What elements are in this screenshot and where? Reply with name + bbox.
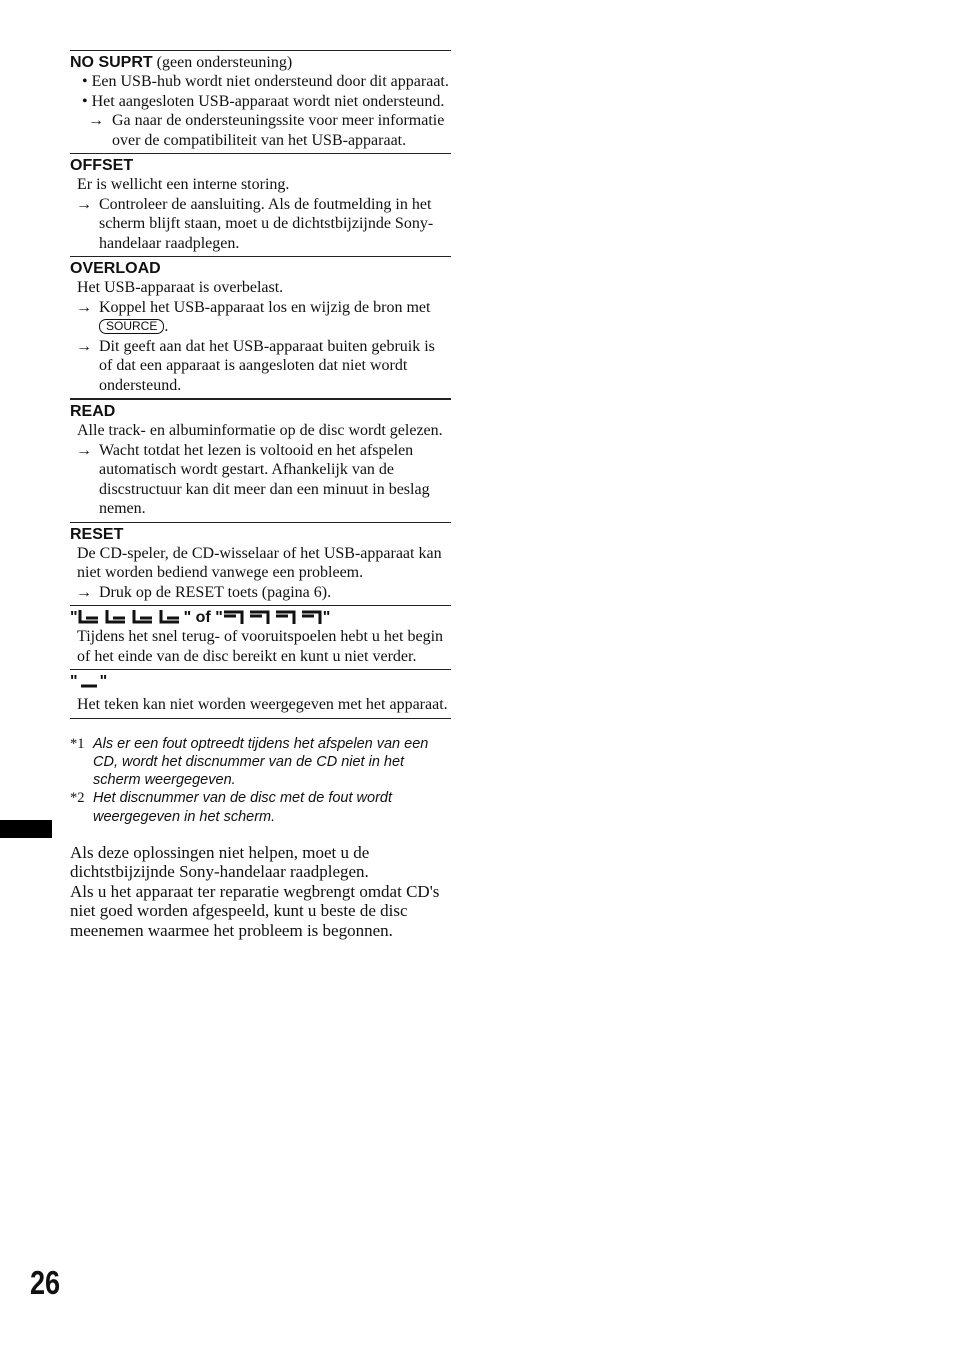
- quote-mark: ": [99, 673, 108, 690]
- remedy-item: [70, 441, 451, 519]
- footnote-text: Het discnummer van de disc met de fout wordt weergegeven in het scherm.: [93, 790, 392, 825]
- cause-text: Tijdens het snel terug- of vooruitspoelen hebt u het begin of het einde van de disc bereikt en kunt u niet verder.: [77, 628, 444, 665]
- arrow-right-icon: →: [76, 298, 92, 316]
- entry-heading: READ: [70, 403, 116, 420]
- heading-code: NO SUPRT: [70, 54, 153, 71]
- arrow-right-icon: →: [76, 583, 92, 601]
- quote-mark: ": [322, 609, 331, 626]
- bullet-text: Het aangesloten USB-apparaat wordt niet ondersteund.: [91, 92, 445, 110]
- bullet-icon: •: [82, 92, 88, 110]
- arrow-right-icon: →: [76, 195, 92, 213]
- remedy-item: [70, 337, 451, 396]
- page-number: 26: [30, 1264, 61, 1301]
- remedy-item: [70, 583, 451, 603]
- source-button-symbol: SOURCE: [99, 319, 164, 334]
- cause-text: Het USB-apparaat is overbelast.: [77, 279, 284, 296]
- quote-mark: ": [183, 609, 192, 626]
- segment-bottom-display-icon: [78, 610, 184, 624]
- remedy-text-end: .: [164, 318, 169, 335]
- remedy-item: [70, 111, 451, 150]
- footnote: [70, 735, 451, 790]
- entry-disc-end: [70, 605, 451, 669]
- quote-mark: ": [215, 609, 223, 626]
- bullet-text: Een USB-hub wordt niet ondersteund door dit apparaat.: [91, 73, 449, 90]
- error-message-list: [70, 50, 451, 940]
- entry-read: [70, 398, 451, 522]
- entry-heading: OVERLOAD: [70, 260, 161, 277]
- entry-reset: [70, 522, 451, 606]
- quote-mark: ": [70, 609, 78, 626]
- footnote: [70, 789, 451, 826]
- remedy-text: Wacht totdat het lezen is voltooid en het afspelen automatisch wordt gestart. Afhankelijk van de discstructuur kan dit meer dan een minuut in beslag nemen.: [99, 441, 430, 517]
- footnote-mark: *2: [70, 790, 85, 807]
- footnote-mark: *1: [70, 735, 85, 752]
- underscore-char-icon: [78, 674, 100, 688]
- arrow-right-icon: →: [76, 441, 92, 459]
- entry-heading: RESET: [70, 525, 124, 543]
- remedy-text: Dit geeft aan dat het USB-apparaat buiten gebruik is of dat een apparaat is aangesloten dat niet wordt ondersteund.: [99, 337, 435, 394]
- entry-overload: [70, 256, 451, 398]
- entry-no-suprt: [70, 50, 451, 153]
- entry-heading: [70, 672, 451, 691]
- closing-text: Als deze oplossingen niet helpen, moet u de dichtstbijzijnde Sony-handelaar raadplegen.: [70, 842, 370, 882]
- entry-heading: [70, 53, 451, 72]
- bullet-item: [76, 72, 451, 92]
- footnotes: [70, 735, 451, 826]
- entry-heading: OFFSET: [70, 157, 134, 174]
- remedy-text: Druk op de RESET toets (pagina 6).: [99, 583, 332, 601]
- remedy-text: Ga naar de ondersteuningssite voor meer informatie over de compatibiliteit van het USB-apparaat.: [112, 112, 445, 149]
- remedy-item: [70, 195, 451, 254]
- footnote-text: Als er een fout optreedt tijdens het afspelen van een CD, wordt het discnummer van de CD niet in het scherm weergegeven.: [93, 735, 429, 789]
- closing-paragraph: [70, 843, 451, 941]
- heading-subtitle: (geen ondersteuning): [152, 54, 293, 71]
- closing-text: Als u het apparaat ter reparatie wegbrengt omdat CD's niet goed worden afgespeeld, kunt u beste de disc meenemen waarmee het probleem is begonnen.: [70, 881, 440, 940]
- cause-text: Alle track- en albuminformatie op de disc wordt gelezen.: [77, 422, 443, 439]
- heading-joiner: of: [191, 609, 216, 626]
- section-tab-marker: [0, 820, 52, 838]
- bullet-item: [76, 92, 451, 112]
- bullet-icon: •: [82, 73, 88, 90]
- remedy-text: Koppel het USB-apparaat los en wijzig de bron met: [99, 298, 431, 316]
- remedy-text: Controleer de aansluiting. Als de foutmelding in het scherm blijft staan, moet u de dichtstbijzijnde Sony-handelaar raadplegen.: [99, 195, 434, 252]
- quote-mark: ": [70, 673, 78, 690]
- cause-text: De CD-speler, de CD-wisselaar of het USB-apparaat kan niet worden bediend vanwege een probleem.: [77, 544, 442, 581]
- arrow-right-icon: →: [76, 337, 92, 355]
- cause-text: Er is wellicht een interne storing.: [77, 176, 290, 193]
- segment-top-display-icon: [223, 610, 323, 624]
- entry-unsupported-char: [70, 669, 451, 719]
- cause-text: Het teken kan niet worden weergegeven met het apparaat.: [77, 696, 448, 713]
- entry-offset: [70, 153, 451, 256]
- entry-heading: [70, 608, 451, 627]
- remedy-item: [70, 298, 451, 337]
- arrow-right-icon: →: [88, 112, 104, 129]
